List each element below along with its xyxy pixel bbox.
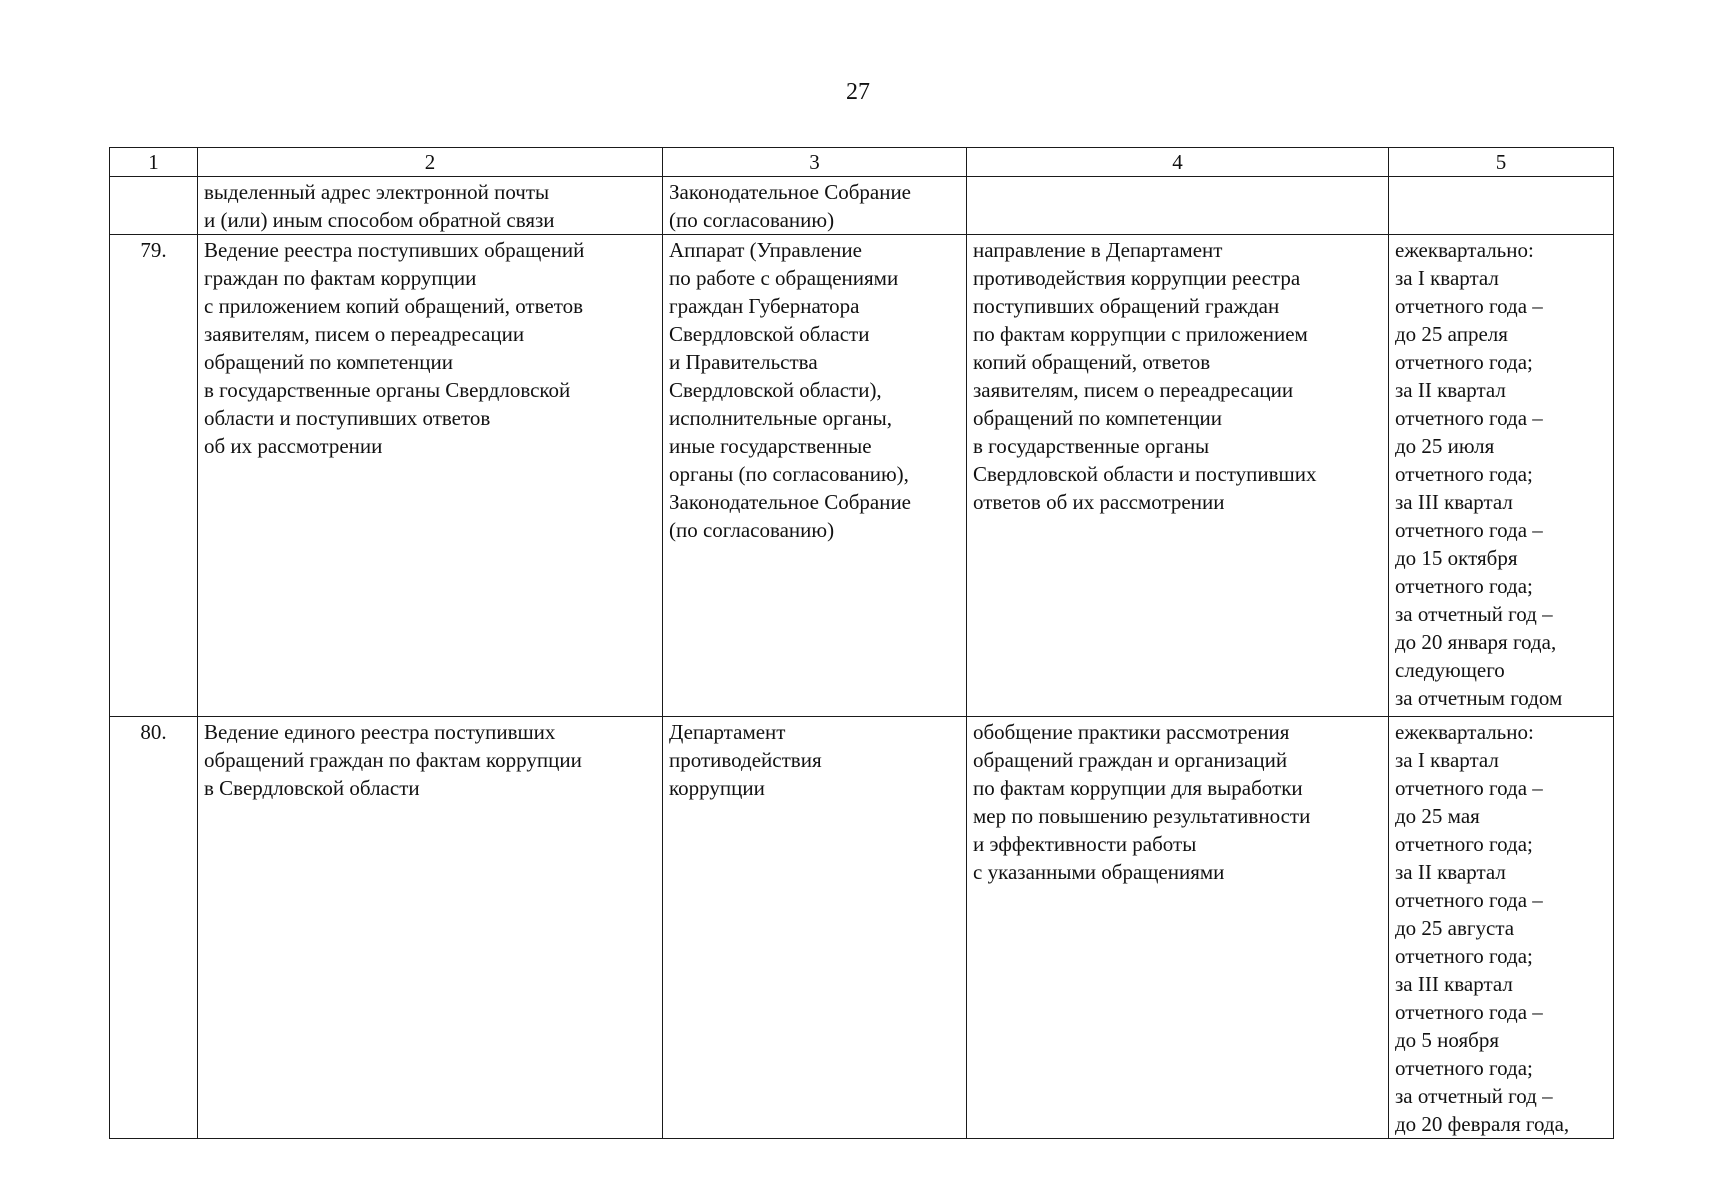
table-row bbox=[110, 235, 1614, 717]
deadline-cell bbox=[1389, 177, 1614, 235]
table-row bbox=[110, 177, 1614, 235]
column-header-4: 4 bbox=[967, 148, 1389, 177]
column-header-1: 1 bbox=[110, 148, 198, 177]
page-number: 27 bbox=[846, 79, 870, 105]
column-header-5: 5 bbox=[1389, 148, 1614, 177]
executor-cell: Законодательное Собрание (по согласованию) bbox=[663, 177, 967, 235]
row-number-cell bbox=[110, 177, 198, 235]
result-cell: направление в Департамент противодействия коррупции реестра поступивших обращений граждан по фактам коррупции с приложением копий обращений, ответов заявителям, писем о переадресации обращений по компетенции в государственные органы Свердловской области и поступивших ответов об их рассмотрении bbox=[967, 235, 1389, 717]
action-cell: Ведение реестра поступивших обращений граждан по фактам коррупции с приложением копий обращений, ответов заявителям, писем о переадресации обращений по компетенции в государственные органы Свердловской области и поступивших ответов об их рассмотрении bbox=[198, 235, 663, 717]
column-header-3: 3 bbox=[663, 148, 967, 177]
result-cell: обобщение практики рассмотрения обращений граждан и организаций по фактам коррупции для выработки мер по повышению результативности и эффективности работы с указанными обращениями bbox=[967, 717, 1389, 1139]
row-number-cell: 80. bbox=[110, 717, 198, 1139]
deadline-cell: ежеквартально: за I квартал отчетного года – до 25 апреля отчетного года; за II квартал отчетного года – до 25 июля отчетного года; за III квартал отчетного года – до 15 октября отчетного года; за отчетный год – до 20 января года, следующего за отчетным годом bbox=[1389, 235, 1614, 717]
table-row bbox=[110, 717, 1614, 1139]
executor-cell: Департамент противодействия коррупции bbox=[663, 717, 967, 1139]
action-cell: выделенный адрес электронной почты и (или) иным способом обратной связи bbox=[198, 177, 663, 235]
measures-table bbox=[109, 147, 1614, 1139]
action-cell: Ведение единого реестра поступивших обращений граждан по фактам коррупции в Свердловской области bbox=[198, 717, 663, 1139]
result-cell bbox=[967, 177, 1389, 235]
row-number-cell: 79. bbox=[110, 235, 198, 717]
deadline-cell: ежеквартально: за I квартал отчетного года – до 25 мая отчетного года; за II квартал отчетного года – до 25 августа отчетного года; за III квартал отчетного года – до 5 ноября отчетного года; за отчетный год – до 20 февраля года, bbox=[1389, 717, 1614, 1139]
column-header-2: 2 bbox=[198, 148, 663, 177]
table-header-row bbox=[110, 148, 1614, 177]
executor-cell: Аппарат (Управление по работе с обращениями граждан Губернатора Свердловской области и Правительства Свердловской области), исполнительные органы, иные государственные органы (по согласованию), Законодательное Собрание (по согласованию) bbox=[663, 235, 967, 717]
